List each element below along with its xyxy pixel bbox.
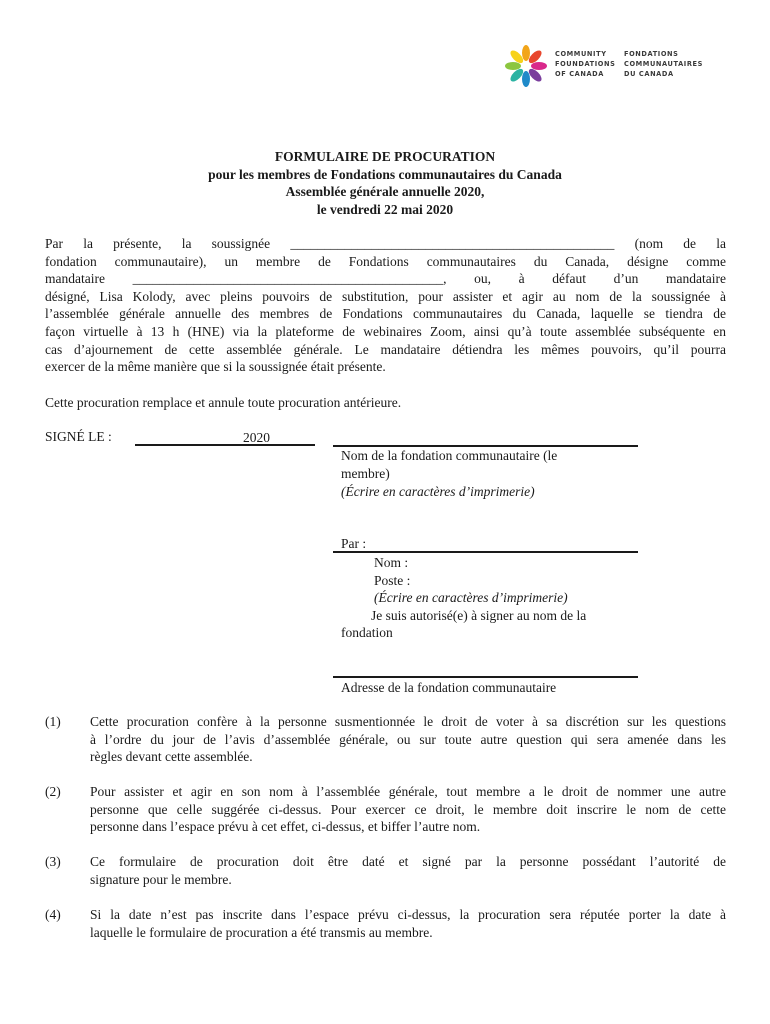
logo-line: DU CANADA — [624, 70, 674, 78]
note-line: Cette procuration confère à la personne susmentionnée le droit de voter à sa discrétion sur les questions — [90, 714, 726, 729]
note-number: (1) — [45, 714, 61, 729]
note-number: (2) — [45, 784, 61, 799]
print-note-2: (Écrire en caractères d’imprimerie) — [374, 590, 568, 605]
by-label: Par : — [341, 536, 367, 551]
note-line: Pour assister et agir en son nom à l’assemblée générale, tout membre a le droit de nommer une autre — [90, 784, 726, 799]
note-line: à l’ordre du jour de l’avis d’assemblée générale, ou sur toute autre question qui sera amenée dans les — [90, 731, 726, 747]
paragraph-line: cas d’ajournement de cette assemblée générale. Le mandataire détiendra les mêmes pouvoirs, qu’il pourra — [45, 341, 726, 357]
flower-logo-icon — [503, 43, 549, 89]
note-line: personne dans l’espace prévu à cet effet, ci-dessus, et biffer l’autre nom. — [90, 819, 481, 835]
title-line: pour les membres de Fondations communautaires du Canada — [208, 166, 562, 182]
signed-date-label: SIGNÉ LE : — [45, 429, 112, 444]
logo-line: OF CANADA — [555, 70, 604, 78]
logo-line: COMMUNITY — [555, 50, 607, 58]
paragraph-line: l’assemblée générale annuelle des membres de Fondations communautaires du Canada, laquelle se tiendra de — [45, 306, 726, 322]
revocation-statement: Cette procuration remplace et annule toute procuration antérieure. — [45, 395, 402, 410]
paragraph-line: désigné, Lisa Kolody, avec pleins pouvoirs de substitution, pour assister et agir au nom de la soussignée à — [45, 288, 726, 304]
address-label: Adresse de la fondation communautaire — [341, 680, 557, 695]
logo-line: FONDATIONS — [624, 50, 679, 58]
paragraph-line: exercer de la même manière que si la soussignée était présente. — [45, 359, 386, 375]
date-signature-line[interactable] — [135, 444, 315, 446]
note-number: (4) — [45, 907, 61, 922]
organization-logo — [503, 43, 703, 89]
authorized-label-1: Je suis autorisé(e) à signer au nom de la — [371, 608, 587, 623]
note-line: personne que celle suggérée ci-dessus. Pour exercer ce droit, le membre doit inscrire le nom de cette — [90, 801, 726, 817]
signature-line[interactable] — [333, 551, 638, 553]
logo-line: COMMUNAUTAIRES — [624, 60, 703, 68]
print-note: (Écrire en caractères d’imprimerie) — [341, 484, 535, 499]
note-text — [90, 906, 726, 941]
document-title — [0, 148, 770, 218]
signed-year: 2020 — [243, 430, 270, 445]
logo-text-french — [624, 49, 703, 79]
authorized-label-2: fondation — [341, 625, 393, 640]
logo-text-english — [555, 49, 615, 79]
note-line: Si la date n’est pas inscrite dans l’espace prévu ci-dessus, la procuration sera réputée porter la date à — [90, 907, 726, 922]
paragraph-line: fondation communautaire), un membre de Fondations communautaires du Canada, désigne comme — [45, 253, 726, 269]
note-text — [90, 853, 726, 888]
title-line: le vendredi 22 mai 2020 — [316, 201, 454, 217]
note-line: signature pour le membre. — [90, 871, 232, 887]
logo-line: FOUNDATIONS — [555, 60, 616, 68]
note-number: (3) — [45, 854, 61, 869]
paragraph-line: façon virtuelle à 13 h (HNE) via la plateforme de webinaires Zoom, ainsi qu’à toute assemblée subséquente en — [45, 323, 726, 339]
address-line[interactable] — [333, 676, 638, 678]
note-line: règles devant cette assemblée. — [90, 749, 253, 765]
note-line: laquelle le formulaire de procuration a été transmis au membre. — [90, 924, 433, 940]
title-line: FORMULAIRE DE PROCURATION — [274, 149, 496, 164]
paragraph-line: mandataire ______________________________________________, ou, à défaut d’un mandataire — [45, 271, 726, 287]
foundation-name-label-2: membre) — [341, 466, 390, 481]
paragraph-line: Par la présente, la soussignée ________________________________________________ (nom de la — [45, 236, 726, 251]
foundation-name-label-1: Nom de la fondation communautaire (le — [341, 448, 558, 463]
title-line: Assemblée générale annuelle 2020, — [285, 184, 485, 199]
name-label: Nom : — [374, 555, 409, 570]
note-text — [90, 713, 726, 766]
note-line: Ce formulaire de procuration doit être daté et signé par la personne possédant l’autorité de — [90, 854, 726, 869]
note-text — [90, 783, 726, 836]
post-label: Poste : — [374, 573, 411, 588]
intro-paragraph — [45, 235, 726, 376]
